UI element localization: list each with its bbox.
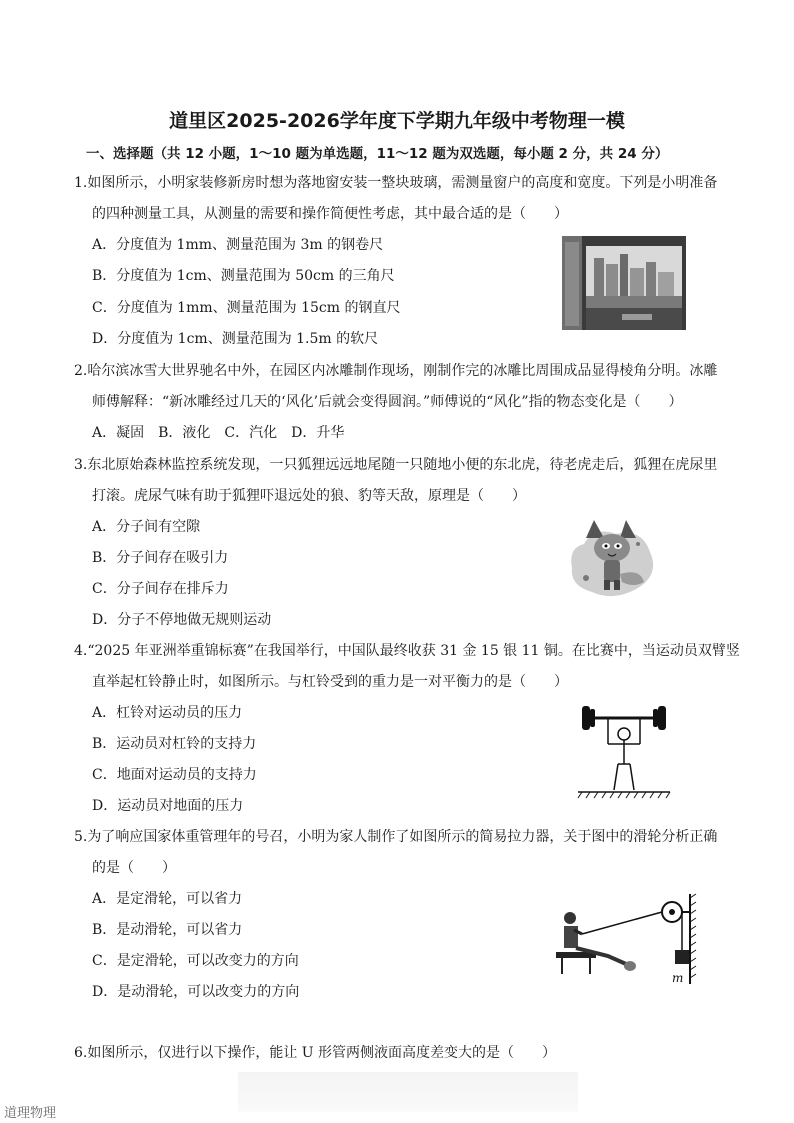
- pulley-diagram: [548, 890, 708, 990]
- q6-line1: 6.如图所示，仅进行以下操作，能让 U 形管两侧液面高度差变大的是（ ）: [74, 1045, 557, 1061]
- fox-cartoon-image: [564, 508, 660, 604]
- weightlifter-diagram: [574, 700, 674, 800]
- q4-option-b: B．运动员对杠铃的支持力: [92, 736, 257, 752]
- q5-option-b: B．是动滑轮，可以省力: [92, 922, 243, 938]
- q3-option-b: B．分子间存在吸引力: [92, 550, 229, 566]
- q4-option-d: D．运动员对地面的压力: [92, 798, 244, 814]
- q3-line2: 打滚。虎尿气味有助于狐狸吓退远处的狼、豹等天敌，原理是（ ）: [92, 488, 526, 504]
- page-title: 道里区2025-2026学年度下学期九年级中考物理一模: [169, 110, 625, 132]
- window-photo-image: [562, 236, 686, 330]
- q1-option-c: C．分度值为 1mm、测量范围为 15cm 的钢直尺: [92, 300, 401, 316]
- faded-figure-area: [238, 1072, 578, 1112]
- q2-line1: 2.哈尔滨冰雪大世界驰名中外，在园区内冰雕制作现场，刚制作完的冰雕比周围成品显得棱角分明。冰雕: [74, 363, 718, 379]
- q3-line1: 3.东北原始森林监控系统发现，一只狐狸远远地尾随一只随地小便的东北虎，待老虎走后，狐狸在虎尿里: [74, 457, 718, 473]
- q3-option-c: C．分子间存在排斥力: [92, 581, 229, 597]
- q1-line1: 1.如图所示，小明家装修新房时想为落地窗安装一整块玻璃，需测量窗户的高度和宽度。下列是小明准备: [74, 175, 718, 191]
- section-heading: 一、选择题（共 12 小题，1～10 题为单选题，11～12 题为双选题，每小题 2 分，共 24 分）: [86, 146, 669, 162]
- pulley-mass-label: m: [672, 971, 684, 985]
- q3-option-d: D．分子不停地做无规则运动: [92, 612, 272, 628]
- q2-options: A．凝固 B．液化 C．汽化 D．升华: [92, 425, 345, 441]
- q5-option-c: C．是定滑轮，可以改变力的方向: [92, 953, 299, 969]
- q1-option-a: A．分度值为 1mm、测量范围为 3m 的钢卷尺: [92, 237, 384, 253]
- q2-line2: 师傅解释：“新冰雕经过几天的‘风化’后就会变得圆润。”师傅说的“风化”指的物态变化是（ ）: [92, 394, 683, 410]
- q4-option-c: C．地面对运动员的支持力: [92, 767, 257, 783]
- q5-line1: 5.为了响应国家体重管理年的号召，小明为家人制作了如图所示的简易拉力器，关于图中的滑轮分析正确: [74, 829, 718, 845]
- q4-line1: 4.“2025 年亚洲举重锦标赛”在我国举行，中国队最终收获 31 金 15 银 11 铜。在比赛中，当运动员双臂竖: [74, 643, 740, 659]
- q5-option-d: D．是动滑轮，可以改变力的方向: [92, 984, 300, 1000]
- q3-option-a: A．分子间有空隙: [92, 519, 201, 535]
- q1-option-d: D．分度值为 1cm、测量范围为 1.5m 的软尺: [92, 331, 379, 347]
- q5-line2: 的是（ ）: [92, 860, 176, 876]
- q1-option-b: B．分度值为 1cm、测量范围为 50cm 的三角尺: [92, 268, 395, 284]
- q5-option-a: A．是定滑轮，可以省力: [92, 891, 243, 907]
- q1-line2: 的四种测量工具，从测量的需要和操作简便性考虑，其中最合适的是（ ）: [92, 206, 568, 222]
- q4-option-a: A．杠铃对运动员的压力: [92, 705, 243, 721]
- watermark: 道理物理: [4, 1106, 57, 1121]
- q4-line2: 直举起杠铃静止时，如图所示。与杠铃受到的重力是一对平衡力的是（ ）: [92, 674, 568, 690]
